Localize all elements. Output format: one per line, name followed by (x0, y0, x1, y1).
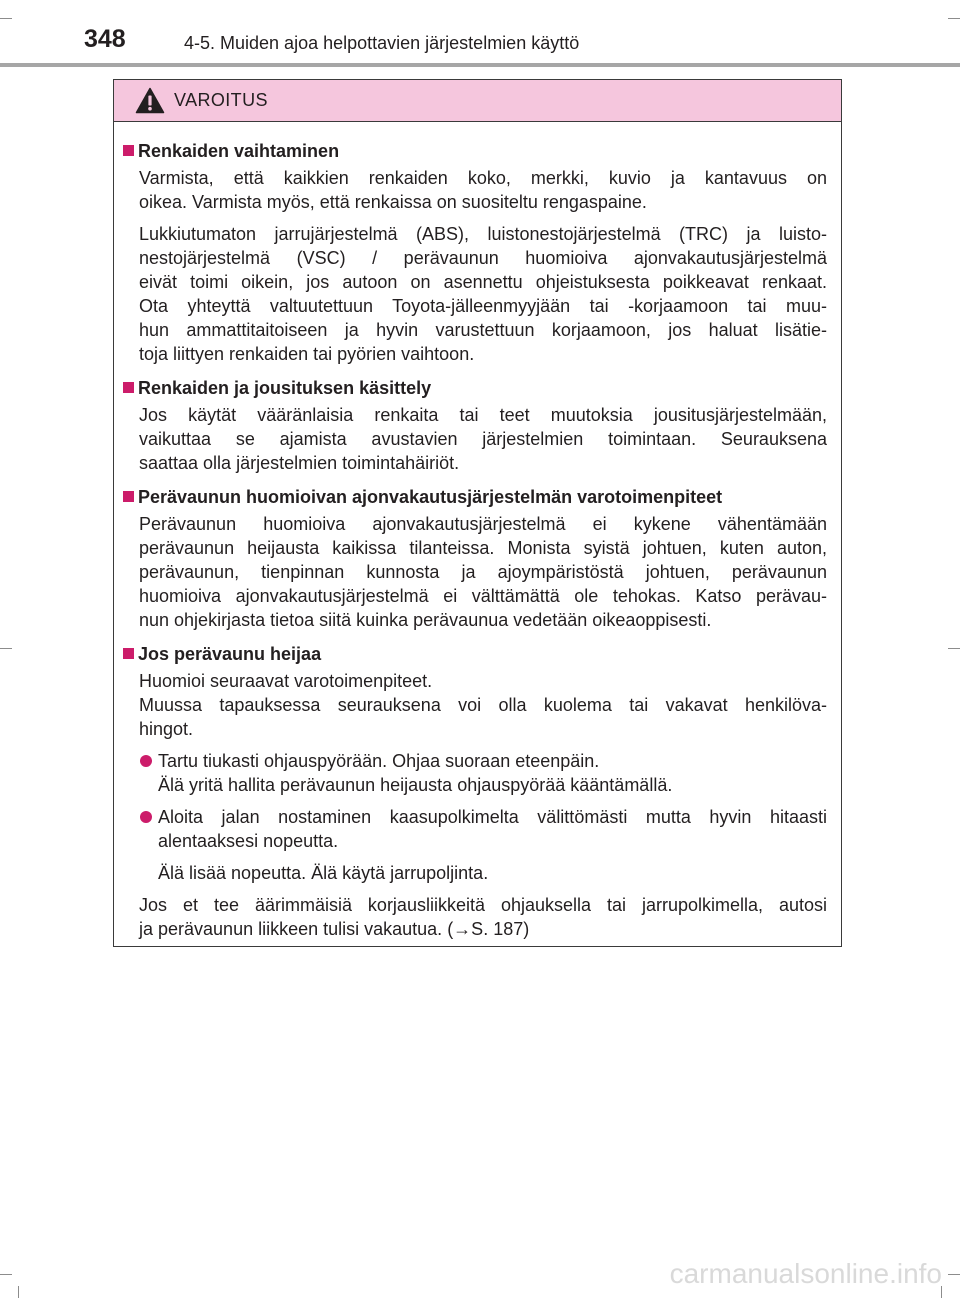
section-title-text: Renkaiden vaihtaminen (138, 141, 340, 161)
warning-section (114, 139, 827, 366)
text-line: Jos käytät vääränlaisia renkaita tai teet muutoksia jousitusjärjestelmään, (139, 405, 827, 425)
paragraph (114, 669, 827, 741)
square-bullet-icon (123, 491, 134, 502)
round-bullet-icon (140, 811, 152, 823)
text-line: Aloita jalan nostaminen kaasupolkimelta välittömästi mutta hyvin hitaasti (158, 807, 827, 827)
text-line: nestojärjestelmä (VSC) / perävaunun huomioiva ajonvakautusjärjestelmä (139, 248, 827, 268)
section-title-text: Renkaiden ja jousituksen käsittely (138, 378, 432, 398)
square-bullet-icon (123, 145, 134, 156)
warning-header (114, 80, 841, 122)
square-bullet-icon (123, 648, 134, 659)
text-line: Varmista, että kaikkien renkaiden koko, merkki, kuvio ja kantavuus on (139, 168, 827, 188)
bullet-continuation: Älä lisää nopeutta. Älä käytä jarrupoljinta. (158, 863, 489, 883)
paragraph (114, 166, 827, 214)
text-line: Lukkiutumaton jarrujärjestelmä (ABS), luistonestojärjestelmä (TRC) ja luisto- (139, 224, 827, 244)
page-header (0, 0, 960, 64)
paragraph (114, 222, 827, 366)
text-line: huomioiva ajonvakautusjärjestelmä ei välttämättä ole tehokas. Katso perävau- (139, 586, 827, 606)
crop-mark (18, 1286, 19, 1298)
section-title (114, 139, 827, 163)
section-title-text: Jos perävaunu heijaa (138, 644, 322, 664)
text-line: vaikuttaa se ajamista avustavien järjestelmien toimintaan. Seurauksena (139, 429, 827, 449)
section-title-text: Perävaunun huomioivan ajonvakautusjärjestelmän varotoimenpiteet (138, 487, 723, 507)
text-line: eivät toimi oikein, jos autoon on asennettu ohjeistuksesta poikkeavat renkaat. (139, 272, 827, 292)
crop-mark (0, 1274, 12, 1275)
warning-triangle-icon (135, 87, 165, 114)
text-line: ja perävaunun liikkeen tulisi vakautua. (→S. 187) (139, 919, 530, 939)
warning-section (114, 642, 827, 941)
text-line: Perävaunun huomioiva ajonvakautusjärjestelmä ei kykene vähentämään (139, 514, 827, 534)
text-line: saattaa olla järjestelmien toimintahäiriöt. (139, 453, 460, 473)
text-line: Jos et tee äärimmäisiä korjausliikkeitä ohjauksella tai jarrupolkimella, autosi (139, 895, 827, 915)
crop-mark (948, 1274, 960, 1275)
crop-mark (0, 648, 12, 649)
text-line: hingot. (139, 719, 194, 739)
text-line: Ota yhteyttä valtuutettuun Toyota-jälleenmyyjään tai -korjaamoon tai muu- (139, 296, 827, 316)
text-line: alentaaksesi nopeutta. (158, 831, 339, 851)
paragraph (114, 512, 827, 632)
text-line: perävaunun heijausta kaikissa tilanteissa. Monista syistä johtuen, kuten auton, (139, 538, 827, 558)
text-line: oikea. Varmista myös, että renkaissa on suositeltu rengaspaine. (139, 192, 647, 212)
text-line: Älä yritä hallita perävaunun heijausta ohjauspyörää kääntämällä. (158, 775, 673, 795)
crop-mark (948, 648, 960, 649)
warning-label: VAROITUS (174, 90, 268, 110)
chapter-title: 4-5. Muiden ajoa helpottavien järjestelmien käyttö (184, 33, 580, 53)
page-number: 348 (84, 25, 126, 53)
bullet-item (114, 749, 827, 797)
warning-body (114, 122, 841, 941)
section-title (114, 376, 827, 400)
text-line: Tartu tiukasti ohjauspyörään. Ohjaa suoraan eteenpäin. (158, 751, 600, 771)
paragraph (114, 403, 827, 475)
paragraph (114, 893, 827, 941)
square-bullet-icon (123, 382, 134, 393)
warning-box (113, 79, 842, 947)
section-title (114, 642, 827, 666)
text-line: Muussa tapauksessa seurauksena voi olla kuolema tai vakavat henkilöva- (139, 695, 827, 715)
header-rule (0, 63, 960, 67)
section-title (114, 485, 827, 509)
watermark: carmanualsonline.info (669, 1258, 942, 1289)
round-bullet-icon (140, 755, 152, 767)
bullet-item (114, 805, 827, 853)
text-line: hun ammattitaitoiseen ja hyvin varustettuun korjaamoon, jos haluat lisätie- (139, 320, 827, 340)
warning-section (114, 376, 827, 475)
text-line: nun ohjekirjasta tietoa siitä kuinka perävaunua vedetään oikeaoppisesti. (139, 610, 712, 630)
text-line: perävaunun, tienpinnan kunnosta ja ajoympäristöstä johtuen, perävaunun (139, 562, 827, 582)
warning-section (114, 485, 827, 632)
text-line: Huomioi seuraavat varotoimenpiteet. (139, 671, 433, 691)
text-line: toja liittyen renkaiden tai pyörien vaihtoon. (139, 344, 475, 364)
